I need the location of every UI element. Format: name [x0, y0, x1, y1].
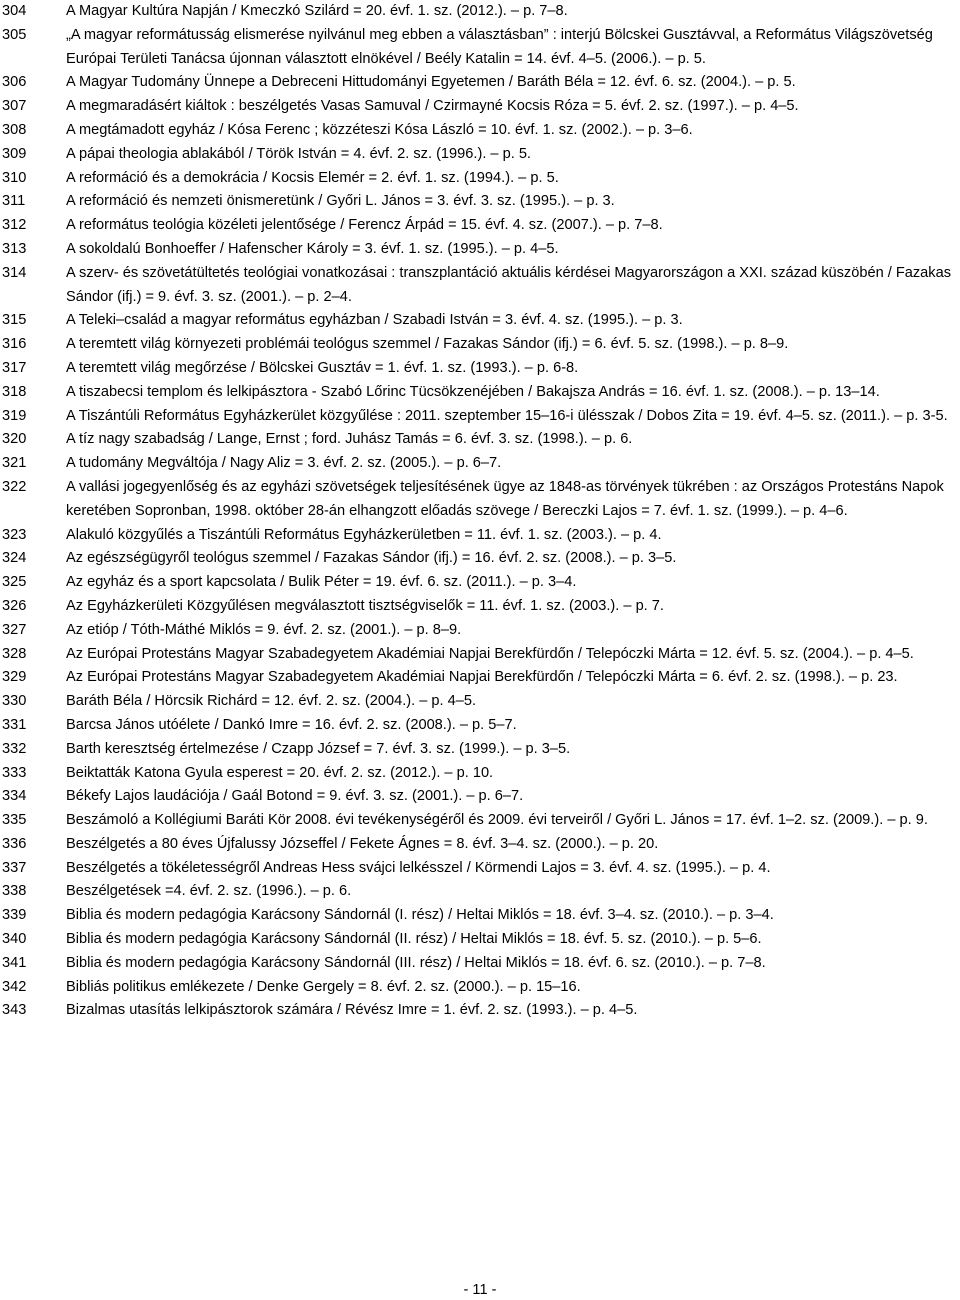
entry-number: 329: [2, 669, 27, 686]
entry-number: 319: [2, 407, 27, 424]
entry-citation: Az Egyházkerületi Közgyűlésen megválasztott tisztségviselők = 11. évf. 1. sz. (2003.). – p. 7.: [66, 597, 664, 614]
entry-citation: Az Európai Protestáns Magyar Szabadegyetem Akadémiai Napjai Berekfürdőn / Telepóczki Márta = 12. évf. 5. sz. (2004.). – p. 4–5.: [66, 645, 914, 662]
entry-citation: Beiktatták Katona Gyula esperest = 20. évf. 2. sz. (2012.). – p. 10.: [66, 764, 494, 781]
entry-citation: A megtámadott egyház / Kósa Ferenc ; közzéteszi Kósa László = 10. évf. 1. sz. (2002.). – p. 3–6.: [66, 121, 693, 138]
entry-number: 322: [2, 478, 27, 495]
bibliography-entry: [0, 809, 960, 833]
entry-number: 318: [2, 383, 27, 400]
entry-citation: A sokoldalú Bonhoeffer / Hafenscher Károly = 3. évf. 1. sz. (1995.). – p. 4–5.: [66, 240, 559, 257]
entry-citation: Beszámoló a Kollégiumi Baráti Kör 2008. évi tevékenységéről és 2009. évi terveiről / Győri L. János = 17. évf. 1–2. sz. (2009.). – p. 9.: [66, 812, 928, 829]
bibliography-entry: [0, 119, 960, 143]
entry-citation: A tíz nagy szabadság / Lange, Ernst ; ford. Juhász Tamás = 6. évf. 3. sz. (1998.). – p. 6.: [66, 431, 633, 448]
bibliography-entry: [0, 666, 960, 690]
entry-citation: A tudomány Megváltója / Nagy Aliz = 3. évf. 2. sz. (2005.). – p. 6–7.: [66, 455, 502, 472]
entry-citation: A reformáció és a demokrácia / Kocsis Elemér = 2. évf. 1. sz. (1994.). – p. 5.: [66, 169, 559, 186]
entry-number: 323: [2, 526, 27, 543]
entry-citation: A szerv- és szövetátültetés teológiai vonatkozásai : transzplantáció aktuális kérdései Magyarországon a XXI. század küszöbén / Fazakas Sándor (ifj.) = 9. évf. 3. sz. (2001.). – p. 2–4.: [66, 264, 952, 305]
entry-number: 337: [2, 859, 27, 876]
entry-citation: Biblia és modern pedagógia Karácsony Sándornál (I. rész) / Heltai Miklós = 18. évf. 3–4. sz. (2010.). – p. 3–4.: [66, 907, 774, 924]
entry-number: 332: [2, 740, 27, 757]
entry-number: 316: [2, 336, 27, 353]
bibliography-entry: [0, 143, 960, 167]
entry-citation: A Magyar Kultúra Napján / Kmeczkó Szilárd = 20. évf. 1. sz. (2012.). – p. 7–8.: [66, 3, 568, 19]
bibliography-entry: [0, 547, 960, 571]
bibliography-entry: [0, 262, 960, 310]
bibliography-entry: [0, 71, 960, 95]
bibliography-entry: [0, 309, 960, 333]
bibliography-entry: [0, 595, 960, 619]
bibliography-entry: [0, 952, 960, 976]
entry-citation: Biblia és modern pedagógia Karácsony Sándornál (II. rész) / Heltai Miklós = 18. évf. 5. sz. (2010.). – p. 5–6.: [66, 931, 762, 948]
entry-number: 325: [2, 574, 27, 591]
entry-number: 308: [2, 121, 27, 138]
bibliography-entry: [0, 95, 960, 119]
entry-number: 304: [2, 3, 27, 19]
entry-number: 317: [2, 359, 27, 376]
entry-citation: Alakuló közgyűlés a Tiszántúli Református Egyházkerületben = 11. évf. 1. sz. (2003.). – p. 4.: [66, 526, 662, 543]
entry-citation: A református teológia közéleti jelentősége / Ferencz Árpád = 15. évf. 4. sz. (2007.). – p. 7–8.: [66, 217, 663, 234]
bibliography-entry: [0, 857, 960, 881]
entry-number: 339: [2, 907, 27, 924]
entry-citation: Bibliás politikus emlékezete / Denke Gergely = 8. évf. 2. sz. (2000.). – p. 15–16.: [66, 978, 581, 995]
bibliography-entry: [0, 452, 960, 476]
entry-number: 328: [2, 645, 27, 662]
entry-citation: A vallási jogegyenlőség és az egyházi szövetségek teljesítésének ügye az 1848-as törvények tükrében : az Országos Protestáns Napok keretében Sopronban, 1998. október 28-án elhangzott előadás szövege / Bereczki Lajos = 7. évf. 1. sz. (1999.). – p. 4–6.: [66, 478, 944, 519]
entry-number: 310: [2, 169, 27, 186]
entry-citation: Baráth Béla / Hörcsik Richárd = 12. évf. 2. sz. (2004.). – p. 4–5.: [66, 693, 477, 710]
bibliography-entry: [0, 0, 960, 24]
bibliography-entry: [0, 833, 960, 857]
bibliography-entry: [0, 690, 960, 714]
entry-number: 343: [2, 1002, 27, 1019]
entry-citation: A pápai theologia ablakából / Török István = 4. évf. 2. sz. (1996.). – p. 5.: [66, 145, 531, 162]
bibliography-entry: [0, 524, 960, 548]
entry-citation: Az egészségügyről teológus szemmel / Fazakas Sándor (ifj.) = 16. évf. 2. sz. (2008.). – p. 3–5.: [66, 550, 677, 567]
bibliography-entry: [0, 190, 960, 214]
bibliography-entry: [0, 738, 960, 762]
bibliography-entry: [0, 785, 960, 809]
entry-citation: „A magyar reformátusság elismerése nyilvánul meg ebben a választásban” : interjú Bölcskei Gusztávval, a Református Világszövetség Európai Területi Tanácsa újonnan választott elnökével / Beély Katalin = 14. évf. 4–5. (2006.). – p. 5.: [66, 26, 933, 67]
bibliography-entry: [0, 357, 960, 381]
entry-citation: Beszélgetések =4. évf. 2. sz. (1996.). – p. 6.: [66, 883, 352, 900]
entry-number: 312: [2, 217, 27, 234]
entry-number: 309: [2, 145, 27, 162]
entry-citation: Békefy Lajos laudációja / Gaál Botond = 9. évf. 3. sz. (2001.). – p. 6–7.: [66, 788, 524, 805]
bibliography-entry: [0, 476, 960, 524]
entry-citation: Biblia és modern pedagógia Karácsony Sándornál (III. rész) / Heltai Miklós = 18. évf. 6. sz. (2010.). – p. 7–8.: [66, 954, 766, 971]
entry-citation: A Tiszántúli Református Egyházkerület közgyűlése : 2011. szeptember 15–16-i ülésszak / Dobos Zita = 19. évf. 4–5. sz. (2011.). – p. 3-5.: [66, 407, 948, 424]
entry-number: 342: [2, 978, 27, 995]
entry-citation: A megmaradásért kiáltok : beszélgetés Vasas Samuval / Czirmayné Kocsis Róza = 5. évf. 2. sz. (1997.). – p. 4–5.: [66, 98, 799, 115]
entry-number: 333: [2, 764, 27, 781]
bibliography-entry: [0, 333, 960, 357]
bibliography-entry: [0, 904, 960, 928]
entry-number: 321: [2, 455, 27, 472]
page-number: - 11 -: [463, 1282, 497, 1298]
entry-number: 330: [2, 693, 27, 710]
bibliography-entry: [0, 976, 960, 1000]
entry-citation: Beszélgetés a tökéletességről Andreas Hess svájci lelkésszel / Körmendi Lajos = 3. évf. 4. sz. (1995.). – p. 4.: [66, 859, 771, 876]
entry-citation: Az Európai Protestáns Magyar Szabadegyetem Akadémiai Napjai Berekfürdőn / Telepóczki Márta = 6. évf. 2. sz. (1998.). – p. 23.: [66, 669, 898, 686]
entry-number: 315: [2, 312, 27, 329]
entry-number: 314: [2, 264, 27, 281]
bibliography-entry: [0, 238, 960, 262]
bibliography-entry: [0, 762, 960, 786]
entry-number: 324: [2, 550, 27, 567]
entry-citation: Beszélgetés a 80 éves Újfalussy Józseffel / Fekete Ágnes = 8. évf. 3–4. sz. (2000.). – p. 20.: [66, 835, 659, 852]
entry-number: 326: [2, 597, 27, 614]
entry-number: 306: [2, 74, 27, 91]
bibliography-entry: [0, 167, 960, 191]
entry-number: 313: [2, 240, 27, 257]
entry-number: 331: [2, 716, 27, 733]
entry-citation: Az etióp / Tóth-Máthé Miklós = 9. évf. 2. sz. (2001.). – p. 8–9.: [66, 621, 462, 638]
bibliography-entry: [0, 880, 960, 904]
entry-citation: A teremtett világ környezeti problémái teológus szemmel / Fazakas Sándor (ifj.) = 6. évf. 5. sz. (1998.). – p. 8–9.: [66, 336, 789, 353]
bibliography-entry: [0, 619, 960, 643]
entry-number: 305: [2, 26, 27, 43]
bibliography-entry: [0, 999, 960, 1023]
bibliography-entry: [0, 405, 960, 429]
bibliography-entry: [0, 928, 960, 952]
entry-citation: A reformáció és nemzeti önismeretünk / Győri L. János = 3. évf. 3. sz. (1995.). – p. 3.: [66, 193, 615, 210]
entry-citation: Barth keresztség értelmezése / Czapp József = 7. évf. 3. sz. (1999.). – p. 3–5.: [66, 740, 571, 757]
entry-number: 341: [2, 954, 27, 971]
entry-citation: A tiszabecsi templom és lelkipásztora - Szabó Lőrinc Tücsökzenéjében / Bakajsza András = 16. évf. 1. sz. (2008.). – p. 13–14.: [66, 383, 880, 400]
entry-number: 307: [2, 98, 27, 115]
entry-number: 335: [2, 812, 27, 829]
entry-number: 340: [2, 931, 27, 948]
entry-number: 311: [2, 193, 26, 210]
bibliography-entry: [0, 571, 960, 595]
bibliography-entry: [0, 714, 960, 738]
bibliography-entry: [0, 643, 960, 667]
bibliography-entry: [0, 24, 960, 72]
entry-citation: A Teleki–család a magyar református egyházban / Szabadi István = 3. évf. 4. sz. (1995.). – p. 3.: [66, 312, 683, 329]
bibliography-entry: [0, 381, 960, 405]
entry-citation: A teremtett világ megőrzése / Bölcskei Gusztáv = 1. évf. 1. sz. (1993.). – p. 6-8.: [66, 359, 579, 376]
bibliography-entry: [0, 214, 960, 238]
entry-citation: A Magyar Tudomány Ünnepe a Debreceni Hittudományi Egyetemen / Baráth Béla = 12. évf. 6. sz. (2004.). – p. 5.: [66, 74, 796, 91]
entry-number: 336: [2, 835, 27, 852]
entry-citation: Bizalmas utasítás lelkipásztorok számára / Révész Imre = 1. évf. 2. sz. (1993.). – p. 4–5.: [66, 1002, 638, 1019]
bibliography-entry: [0, 428, 960, 452]
entry-citation: Barcsa János utóélete / Dankó Imre = 16. évf. 2. sz. (2008.). – p. 5–7.: [66, 716, 517, 733]
entry-number: 327: [2, 621, 27, 638]
entry-number: 338: [2, 883, 27, 900]
entry-number: 334: [2, 788, 27, 805]
entry-citation: Az egyház és a sport kapcsolata / Bulik Péter = 19. évf. 6. sz. (2011.). – p. 3–4.: [66, 574, 577, 591]
entry-number: 320: [2, 431, 27, 448]
